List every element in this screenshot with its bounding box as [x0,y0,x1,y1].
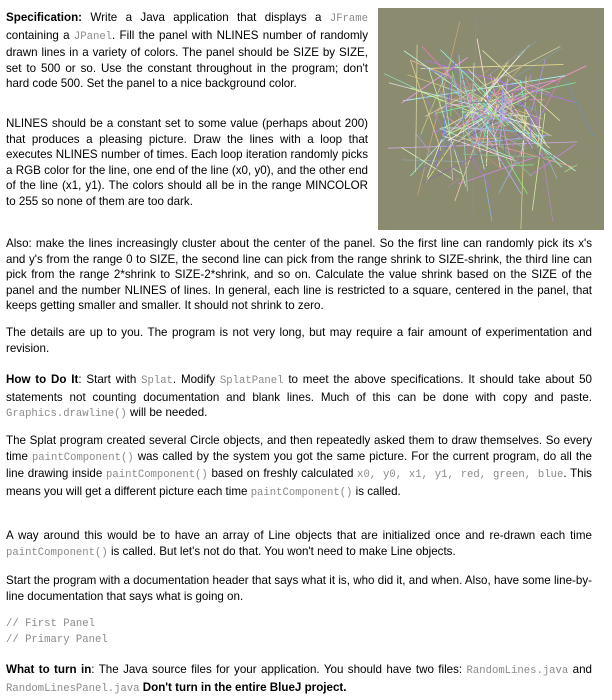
random-line [530,144,576,176]
random-line [488,41,536,75]
random-line [426,61,509,183]
how-to-paragraph: How to Do It: Start with Splat. Modify SplatPanel to meet the above specifications. It should take about 50 statements not counting documentation and blank lines. Much of this can be done with copy and paste. Graphics.drawline() will be needed. [6,373,592,420]
comment-line: // First Panel [6,618,96,630]
random-line [427,139,442,177]
also-paragraph: Also: make the lines increasingly cluster about the center of the panel. So the first line can randomly pick its x's and y's from the range 0 to SIZE, the second line can pick from the range shrink to SIZE-shrink, the third line can pick from the range 2*shrink to SIZE-2*shrink, and so on. Calculate the value shrink based on the SIZE of the panel and the number NLINES of lines. In general, each line is restricted to a square, centered in the panel, that keeps getting smaller and smaller. It should not shrink to zero. [6,237,592,312]
splat-paragraph: The Splat program created several Circle objects, and then repeatedly asked them to draw themselves. So every time paintComponent() was called by the system you got the same picture. For the current program, do all the line drawing inside paintComponent() based on freshly calculated x0, y0, x1, y1, red, green, blue. This means you will get a different picture each time paintComponent() is called. [6,434,592,499]
turn-in-label: What to turn in [6,663,92,676]
random-line [484,174,492,222]
way-around-paragraph: A way around this would be to have an array of Line objects that are initialized once and re-drawn each time paintComponent() is called. But let's not do that. You won't need to make Line objects. [6,529,592,559]
random-line [499,78,561,194]
random-line [402,160,469,162]
turn-in-paragraph: What to turn in: The Java source files for your application. You should have two files: RandomLines.java and RandomLinesPanel.java Don't turn in the entire BlueJ project. [6,663,592,695]
specification-label: Specification: [6,11,83,24]
nlines-paragraph: NLINES should be a constant set to some value (perhaps about 200) that produces a pleasing picture. Draw the lines with a loop that executes NLINES number of times. Each loop iteration randomly picks a RGB color for the line, one end of the line (x0, y0), and the other end of the line (x1, y1). The colors should all be in the range MINCOLOR to 255 so none of them are too dark. [6,117,368,208]
comment-line: // Primary Panel [6,634,108,646]
details-paragraph: The details are up to you. The program is not very long, but may require a fair amount of experimentation and revision. [6,326,592,355]
how-to-label: How to Do It [6,373,79,386]
start-paragraph: Start the program with a documentation header that says what it is, who did it, and when. Also, have some line-by-line documentation that says what is going on. [6,574,592,603]
random-line [566,80,594,138]
code-comments [6,616,592,648]
random-line [415,133,432,154]
random-line [447,178,460,187]
random-line [452,168,461,174]
specification-paragraph: Specification: Write a Java application that displays a JFrame containing a JPanel. Fill the panel with NLINES number of randomly drawn lines in a variety of colors. The panel should be SIZE by SIZE, set to 500 or so. Use the constant throughout in the program; don't hard code 500. Set the panel to a nice background color. [6,11,368,90]
random-line [436,54,457,169]
random-lines-illustration [378,8,604,230]
random-line [416,45,418,172]
